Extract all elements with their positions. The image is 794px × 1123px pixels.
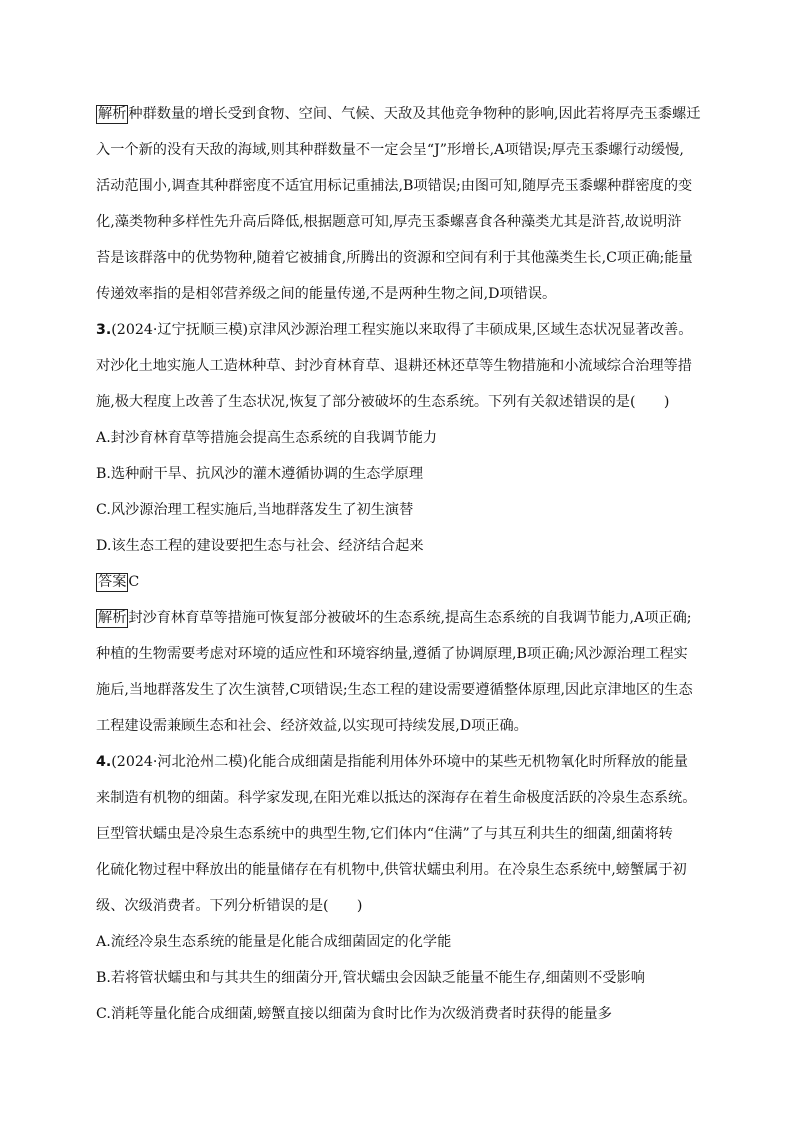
question-3-explanation: 解析 封沙育林育草等措施可恢复部分被破坏的生态系统,提高生态系统的自我调节能力,A项正确; (98, 610, 692, 626)
question-4-option-a: A.流经冷泉生态系统的能量是化能合成细菌固定的化学能 (96, 934, 452, 950)
question-3-option-d: D.该生态工程的建设要把生态与社会、经济结合起来 (96, 538, 424, 554)
question-4-stem-line: 级、次级消费者。下列分析错误的是( ) (96, 898, 363, 914)
explanation-tag: 解析 (98, 106, 127, 122)
answer-tag: 答案 (98, 574, 127, 590)
question-3-option-b: B.选种耐干旱、抗风沙的灌木遵循协调的生态学原理 (96, 466, 424, 482)
question-3-explanation-line: 施后,当地群落发生了次生演替,C项错误;生态工程的建设需要遵循整体原理,因此京津地区的生态 (96, 682, 693, 698)
question-number: 3. (96, 322, 112, 338)
question-3-stem-line: 对沙化土地实施人工造林种草、封沙育林育草、退耕还林还草等生物措施和小流域综合治理等措 (96, 358, 692, 374)
question-3-stem: 3.(2024·辽宁抚顺三模)京津风沙源治理工程实施以来取得了丰硕成果,区域生态状况显著改善。 (96, 322, 693, 338)
explanation-line: 解析 种群数量的增长受到食物、空间、气候、天敌及其他竞争物种的影响,因此若将厚壳玉黍螺迁 (98, 106, 701, 122)
question-4-stem: 4.(2024·河北沧州二模)化能合成细菌是指能利用体外环境中的某些无机物氧化时所释放的能量 (96, 754, 688, 770)
question-4-option-b: B.若将管状蠕虫和与其共生的细菌分开,管状蠕虫会因缺乏能量不能生存,细菌则不受影响 (96, 970, 645, 986)
explanation-line: 传递效率指的是相邻营养级之间的能量传递,不是两种生物之间,D项错误。 (96, 286, 557, 302)
question-4-stem-line: 化硫化物过程中释放出的能量储存在有机物中,供管状蠕虫利用。在冷泉生态系统中,螃蟹属于初 (96, 862, 687, 878)
explanation-line: 入一个新的没有天敌的海域,则其种群数量不一定会呈“J”形增长,A项错误;厚壳玉黍螺行动缓慢, (96, 142, 684, 158)
explanation-tag: 解析 (98, 610, 127, 626)
explanation-line: 苔是该群落中的优势物种,随着它被捕食,所腾出的资源和空间有利于其他藻类生长,C项正确;能量 (96, 250, 693, 266)
explanation-line: 活动范围小,调查其种群密度不适宜用标记重捕法,B项错误;由图可知,随厚壳玉黍螺种群密度的变 (96, 178, 693, 194)
question-3-explanation-line: 种植的生物需要考虑对环境的适应性和环境容纳量,遵循了协调原理,B项正确;风沙源治理工程实 (96, 646, 688, 662)
question-3-stem-line: 施,极大程度上改善了生态状况,恢复了部分被破坏的生态系统。下列有关叙述错误的是( ) (96, 394, 670, 410)
question-3-option-c: C.风沙源治理工程实施后,当地群落发生了初生演替 (96, 502, 414, 518)
explanation-line: 化,藻类物种多样性先升高后降低,根据题意可知,厚壳玉黍螺喜食各种藻类尤其是浒苔,故说明浒 (96, 214, 682, 230)
question-number: 4. (96, 754, 112, 770)
answer-value: C (128, 574, 140, 590)
question-4-stem-line: 巨型管状蠕虫是冷泉生态系统中的典型生物,它们体内“住满”了与其互利共生的细菌,细菌将转 (96, 826, 673, 842)
question-3-explanation-line: 工程建设需兼顾生态和社会、经济效益,以实现可持续发展,D项正确。 (96, 718, 528, 734)
question-4-option-c: C.消耗等量化能合成细菌,螃蟹直接以细菌为食时比作为次级消费者时获得的能量多 (96, 1006, 612, 1022)
question-3-option-a: A.封沙育林育草等措施会提高生态系统的自我调节能力 (96, 430, 438, 446)
question-3-answer (96, 572, 139, 592)
question-4-stem-line: 来制造有机物的细菌。科学家发现,在阳光难以抵达的深海存在着生命极度活跃的冷泉生态系统。 (96, 790, 697, 806)
